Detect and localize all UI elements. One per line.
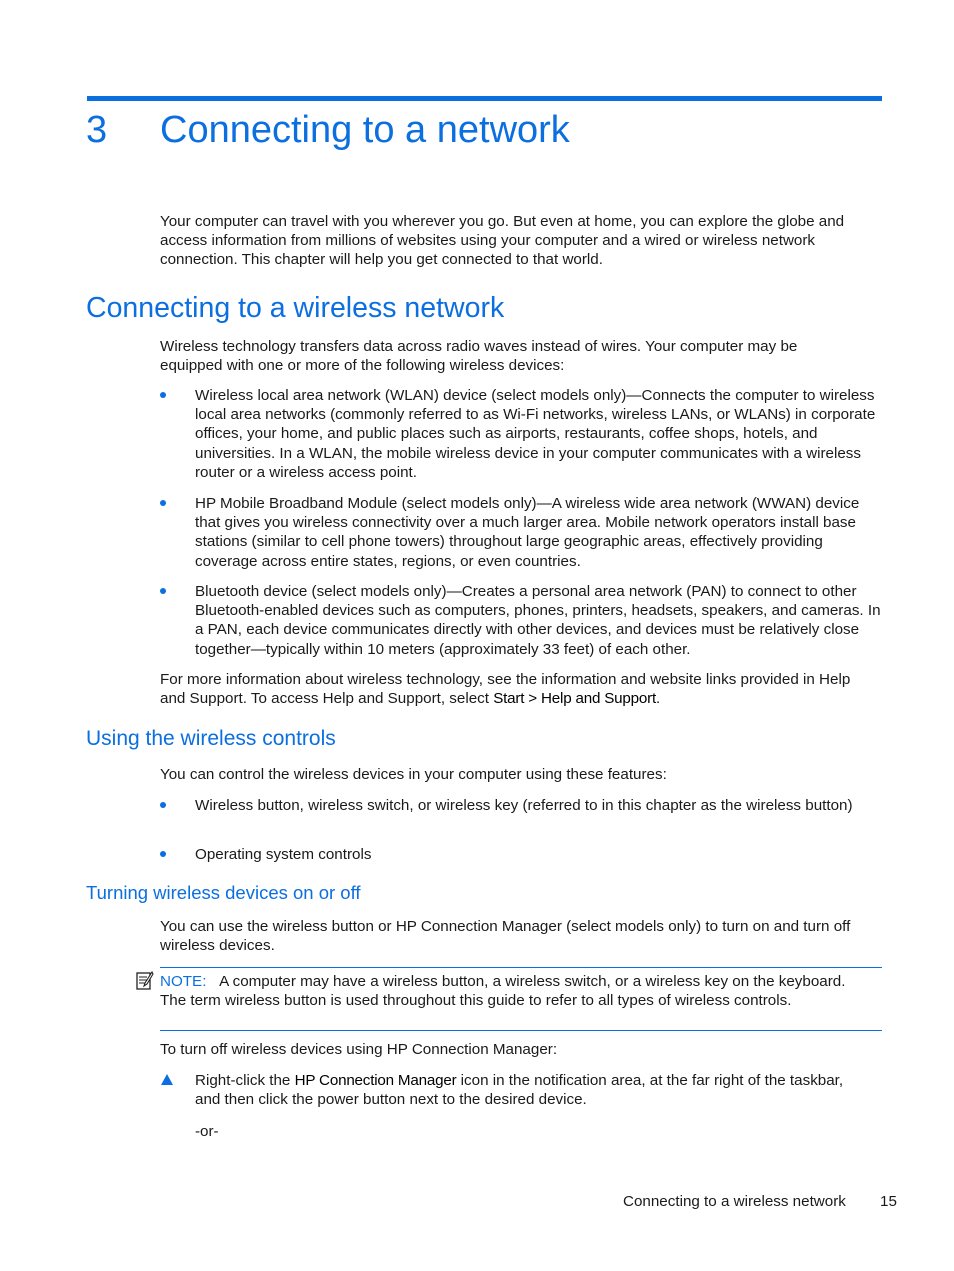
chapter-top-rule (87, 96, 882, 101)
bullet-dot-icon (160, 802, 166, 808)
section-heading-controls: Using the wireless controls (86, 727, 336, 750)
triangle-step-icon (161, 1074, 173, 1085)
step-text (195, 1071, 855, 1109)
more-info-paragraph (160, 670, 870, 708)
list-item-text: Operating system controls (195, 846, 372, 863)
controls-intro: You can control the wireless devices in your computer using these features: (160, 766, 667, 783)
note-box (160, 967, 882, 1031)
list-item-text: HP Mobile Broadband Module (select models only)—A wireless wide area network (WWAN) device that gives you wireless connectivity over a much larger area. Mobile network operators install base stations (similar to cell phone towers) throughout large geographic areas, effectively providing coverage across entire states, regions, or even countries. (195, 495, 860, 570)
bullet-dot-icon (160, 851, 166, 857)
bullet-dot-icon (160, 392, 166, 398)
list-item-text: Bluetooth device (select models only)—Creates a personal area network (PAN) to connect to other Bluetooth-enabled devices such as computers, phones, printers, headsets, speakers, and cameras. In a PAN, each device communicates directly with other devices, and devices must be relatively close together—typically within 10 meters (approximately 33 feet) of each other. (195, 583, 881, 658)
turning-intro: You can use the wireless button or HP Connection Manager (select models only) to turn on and turn off wireless devices. (160, 918, 851, 955)
section-heading-turning: Turning wireless devices on or off (86, 882, 361, 903)
bullet-dot-icon (160, 588, 166, 594)
chapter-title (86, 104, 570, 156)
note-label: NOTE: (160, 973, 207, 990)
steps-intro: To turn off wireless devices using HP Connection Manager: (160, 1041, 558, 1058)
list-item-text: Wireless button, wireless switch, or wireless key (referred to in this chapter as the wireless button) (195, 797, 853, 814)
section-heading-wireless: Connecting to a wireless network (86, 292, 505, 324)
footer-page-number: 15 (880, 1193, 897, 1210)
chapter-title-text: Connecting to a network (160, 109, 570, 151)
footer-section-title: Connecting to a wireless network (623, 1193, 846, 1210)
note-content (160, 972, 872, 1010)
more-info-text: For more information about wireless technology, see the information and website links provided in Help and Support. To access Help and Support, select (160, 671, 851, 708)
note-pad-icon (136, 971, 154, 991)
wireless-intro: Wireless technology transfers data across radio waves instead of wires. Your computer may be equipped with one or more of the following wireless devices: (160, 338, 798, 375)
list-item-text: Wireless local area network (WLAN) device (select models only)—Connects the computer to wireless local area networks (commonly referred to as Wi-Fi networks, wireless LANs, or WLANs) in corporate offices, your home, and public places such as airports, restaurants, coffee shops, hotels, and universities. In a WLAN, the mobile wireless device in your computer communicates with a wireless router or a wireless access point. (195, 387, 876, 481)
step-text-start: Right-click the (195, 1072, 295, 1089)
bullet-dot-icon (160, 500, 166, 506)
note-text: A computer may have a wireless button, a wireless switch, or a wireless key on the keyboard. The term wireless button is used throughout this guide to refer to all types of wireless controls. (160, 973, 846, 1010)
more-info-end: . (656, 690, 661, 708)
ui-hp-connection-manager: HP Connection Manager (294, 1072, 457, 1089)
chapter-number: 3 (86, 109, 108, 151)
or-separator: -or- (195, 1123, 219, 1140)
chapter-intro: Your computer can travel with you wherever you go. But even at home, you can explore the globe and access information from millions of websites using your computer and a wired or wireless network connection. This chapter will help you get connected to that world. (160, 213, 845, 269)
step-text-end: icon in the notification area, at the far right of the taskbar, and then click the power button next to the desired device. (195, 1072, 844, 1109)
ui-path-start-help: Start > Help and Support (493, 690, 657, 708)
